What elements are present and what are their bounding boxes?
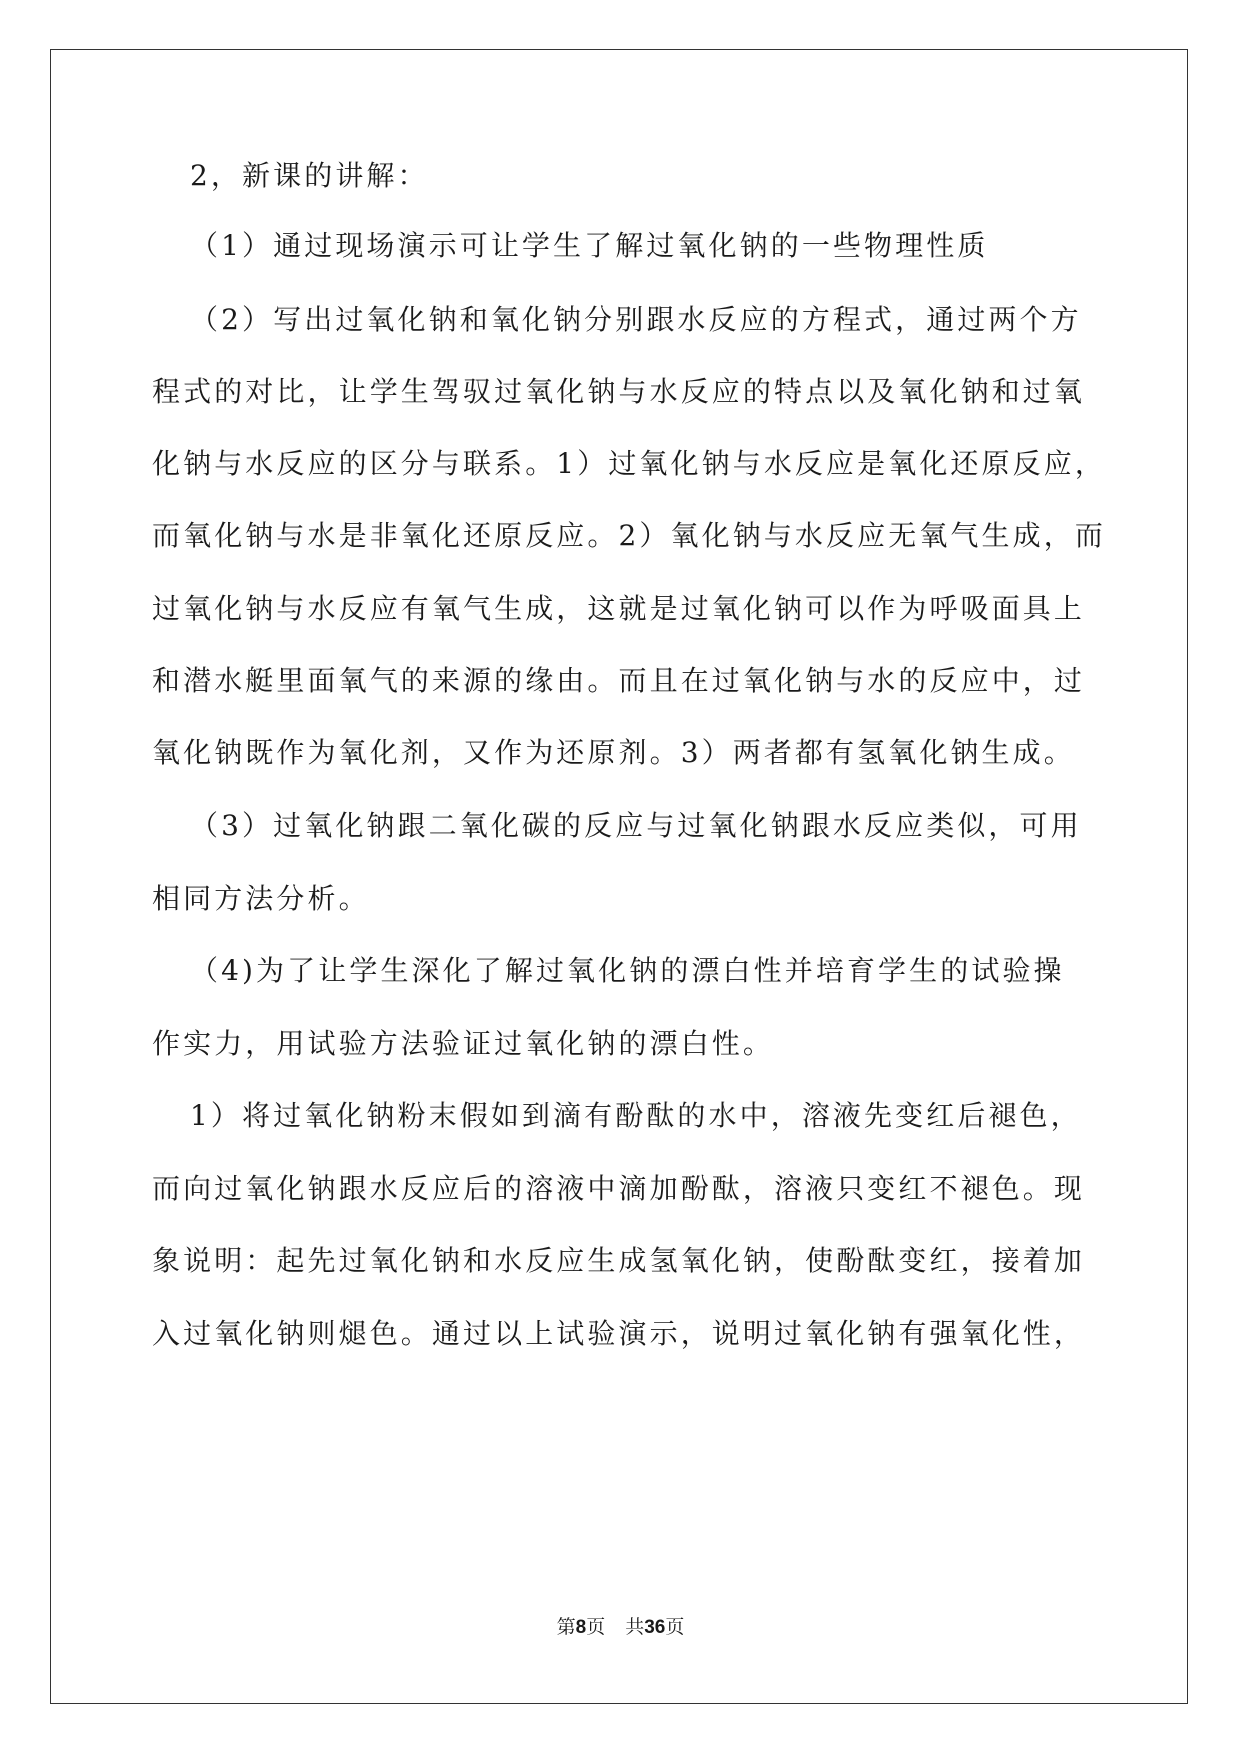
text-line: 1）将过氧化钠粉末假如到滴有酚酞的水中，溶液先变红后褪色， — [190, 1099, 1082, 1132]
text-line: 过氧化钠与水反应有氧气生成，这就是过氧化钠可以作为呼吸面具上 — [152, 592, 1086, 625]
text-line: （2）写出过氧化钠和氧化钠分别跟水反应的方程式，通过两个方 — [190, 303, 1082, 336]
text-line: 氧化钠既作为氧化剂，又作为还原剂。3）两者都有氢氧化钠生成。 — [152, 736, 1075, 769]
text-line: 程式的对比，让学生驾驭过氧化钠与水反应的特点以及氧化钠和过氧 — [152, 375, 1086, 408]
footer-total-suffix: 页 — [665, 1616, 685, 1638]
text-line: （4)为了让学生深化了解过氧化钠的漂白性并培育学生的试验操 — [190, 954, 1065, 987]
text-line: 2，新课的讲解： — [190, 159, 429, 192]
total-pages: 36 — [644, 1617, 666, 1638]
text-line: 化钠与水反应的区分与联系。1）过氧化钠与水反应是氧化还原反应， — [152, 447, 1106, 480]
footer-page-suffix: 页 — [586, 1616, 606, 1638]
page-border — [50, 49, 1188, 1704]
page-number: 8 — [575, 1617, 587, 1638]
page-footer — [0, 1615, 1241, 1640]
text-line: （3）过氧化钠跟二氧化碳的反应与过氧化钠跟水反应类似，可用 — [190, 809, 1082, 842]
footer-prefix: 第 — [556, 1616, 576, 1638]
footer-total-prefix: 共 — [625, 1616, 645, 1638]
text-line: 作实力，用试验方法验证过氧化钠的漂白性。 — [152, 1027, 775, 1060]
text-line: 而向过氧化钠跟水反应后的溶液中滴加酚酞，溶液只变红不褪色。现 — [152, 1172, 1086, 1205]
text-line: 和潜水艇里面氧气的来源的缘由。而且在过氧化钠与水的反应中，过 — [152, 664, 1086, 697]
text-line: 相同方法分析。 — [152, 882, 370, 915]
text-line: （1）通过现场演示可让学生了解过氧化钠的一些物理性质 — [190, 229, 989, 262]
text-line: 入过氧化钠则煺色。通过以上试验演示，说明过氧化钠有强氧化性， — [152, 1317, 1086, 1350]
text-line: 象说明：起先过氧化钠和水反应生成氢氧化钠，使酚酞变红，接着加 — [152, 1244, 1086, 1277]
text-line: 而氧化钠与水是非氧化还原反应。2）氧化钠与水反应无氧气生成，而 — [152, 519, 1106, 552]
